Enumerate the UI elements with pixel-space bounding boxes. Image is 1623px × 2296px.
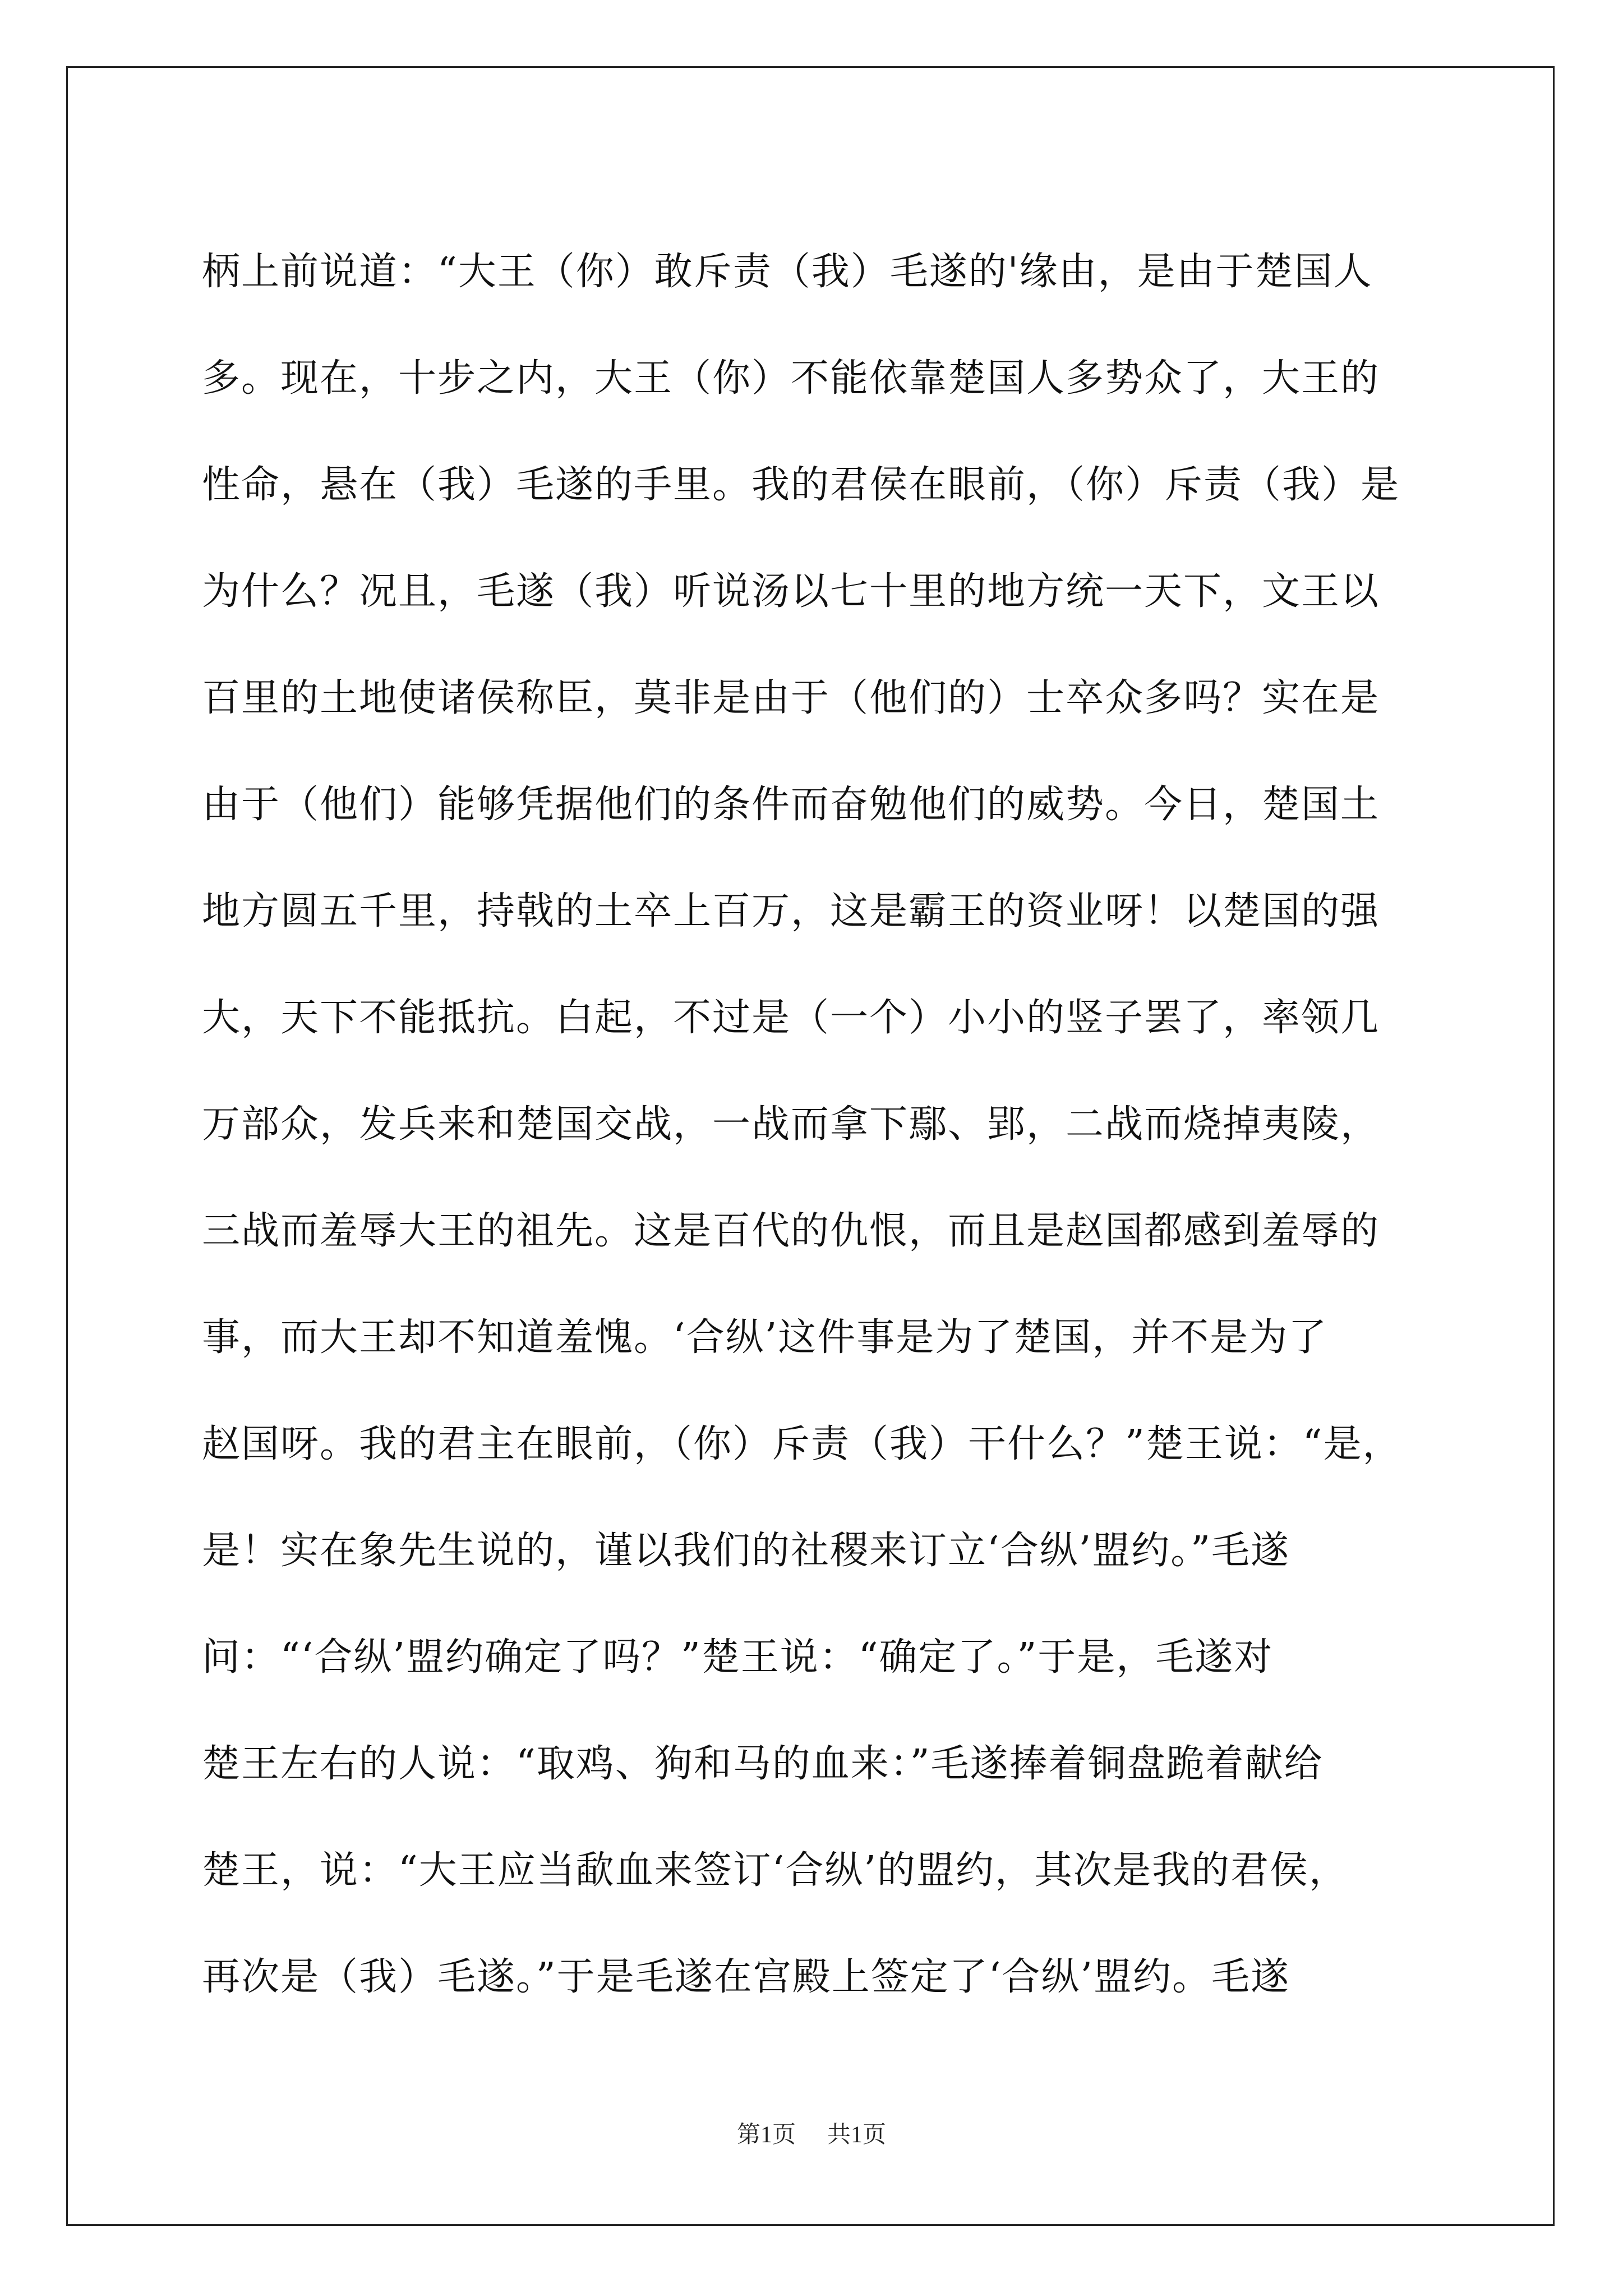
text-line: 百里的土地使诸侯称臣，莫非是由于（他们的）士卒众多吗？实在是	[202, 676, 1380, 720]
text-line: 大，天下不能抵抗。白起，不过是（一个）小小的竖子罢了，率领几	[202, 996, 1380, 1040]
text-line: 三战而羞辱大王的祖先。这是百代的仇恨，而且是赵国都感到羞辱的	[202, 1209, 1380, 1253]
text-line: 事，而大王却不知道羞愧。‘合纵’这件事是为了楚国，并不是为了	[202, 1315, 1328, 1360]
text-line: 由于（他们）能够凭据他们的条件而奋勉他们的威势。今日，楚国土	[202, 783, 1380, 827]
text-line: 万部众，发兵来和楚国交战，一战而拿下鄢、郢，二战而烧掉夷陵，	[202, 1102, 1380, 1147]
text-line: 赵国呀。我的君主在眼前，（你）斥责（我）干什么？”楚王说：“是，	[202, 1422, 1402, 1466]
page-footer	[0, 2116, 1623, 2150]
text-line: 多。现在，十步之内，大王（你）不能依靠楚国人多势众了，大王的	[202, 356, 1380, 401]
document-body	[202, 219, 1436, 2031]
page-number-current: 第1页	[736, 2122, 796, 2148]
text-line: 性命，悬在（我）毛遂的手里。我的君侯在眼前，（你）斥责（我）是	[202, 463, 1400, 507]
text-line: 地方圆五千里，持戟的土卒上百万，这是霸王的资业呀！以楚国的强	[202, 889, 1380, 933]
text-line: 楚王，说：“大王应当歃血来签订‘合纵’的盟约，其次是我的君侯，	[202, 1848, 1348, 1893]
page-number-total: 共1页	[827, 2122, 887, 2148]
text-line: 问：“‘合纵’盟约确定了吗？”楚王说：“确定了。”于是，毛遂对	[202, 1635, 1274, 1680]
text-line: 为什么？况且，毛遂（我）听说汤以七十里的地方统一天下，文王以	[202, 569, 1380, 614]
text-line: 柄上前说道：“大王（你）敢斥责（我）毛遂的'缘由，是由于楚国人	[202, 250, 1373, 294]
text-line: 再次是（我）毛遂。”于是毛遂在宫殿上签定了‘合纵’盟约。毛遂	[202, 1955, 1290, 1999]
text-line: 是！实在象先生说的，谨以我们的社稷来订立‘合纵’盟约。”毛遂	[202, 1529, 1290, 1573]
text-line: 楚王左右的人说：“取鸡、狗和马的血来：”毛遂捧着铜盘跪着献给	[202, 1742, 1324, 1786]
